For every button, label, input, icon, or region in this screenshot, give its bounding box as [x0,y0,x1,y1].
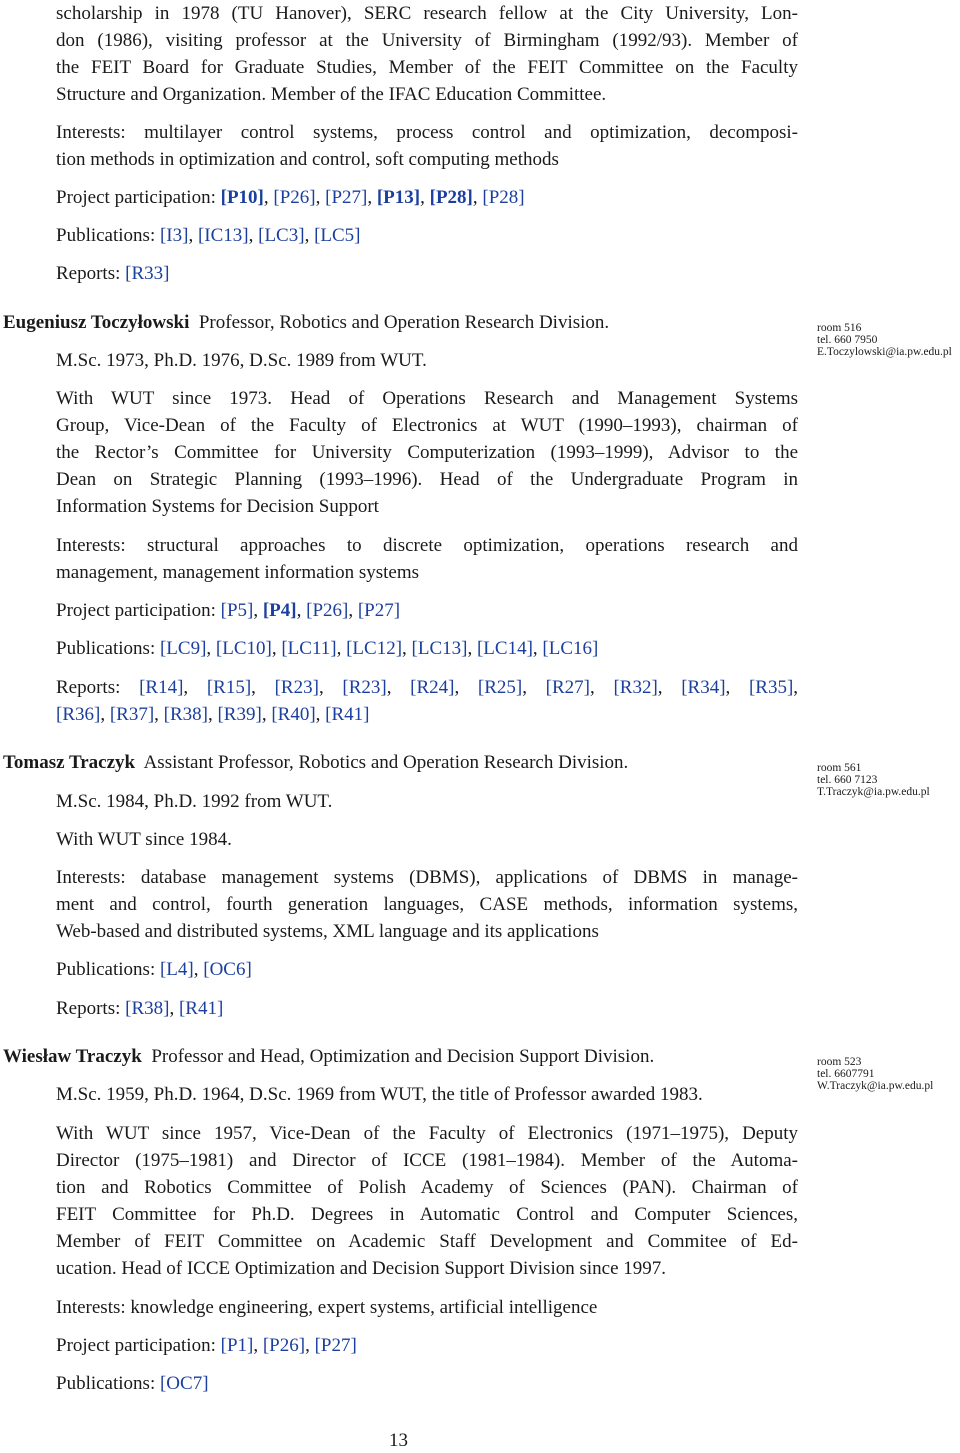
interests-line: Interests: structural approaches to discrete optimization, operations research and [56,535,798,556]
contact-tel: tel. 6607791 [817,1068,875,1080]
ref-link[interactable]: [LC5] [314,225,361,246]
bio-line: Information Systems for Decision Support [56,496,379,517]
interests-line: Web-based and distributed systems, XML language and its applications [56,921,599,942]
ref-link[interactable]: [LC14] [476,638,533,659]
publications: Publications: [I3], [IC13], [LC3], [LC5] [56,225,361,246]
ref-link[interactable]: [OC7] [159,1373,209,1394]
ref-link[interactable]: [P13] [376,187,421,208]
label: Publications: [56,959,156,980]
contact-room: room 516 [817,322,862,334]
label: Publications: [56,225,156,246]
reports: Reports: [R14], [R15], [R23], [R23], [R24], [R25], [R27], [R32], [R34], [R35], [56,677,799,698]
ref-link[interactable]: [R27] [545,677,590,698]
label: Project participation: [56,1335,216,1356]
ref-link[interactable]: [LC12] [346,638,403,659]
ref-link[interactable]: [I3] [159,225,189,246]
since: With WUT since 1984. [56,829,232,850]
ref-link[interactable]: [IC13] [197,225,249,246]
degrees: M.Sc. 1984, Ph.D. 1992 from WUT. [56,791,333,812]
reports-continued: [R36], [R37], [R38], [R39], [R40], [R41] [56,704,370,725]
person-name: Eugeniusz Toczyłowski [3,312,190,333]
person-title: Assistant Professor, Robotics and Operation Research Division. [143,752,629,773]
ref-link[interactable]: [R34] [681,677,726,698]
bio-line: don (1986), visiting professor at the University of Birmingham (1992/93). Member of [56,30,798,51]
degrees: M.Sc. 1959, Ph.D. 1964, D.Sc. 1969 from WUT, the title of Professor awarded 1983. [56,1084,703,1105]
contact-tel: tel. 660 7123 [817,774,878,786]
person-name: Wiesław Traczyk [3,1046,142,1067]
contact-tel: tel. 660 7950 [817,334,878,346]
ref-link[interactable]: [R35] [748,677,794,698]
person-heading [3,1043,654,1070]
reports: Reports: [R38], [R41] [56,998,224,1019]
bio-line: tion and Robotics Committee of Polish Academy of Sciences (PAN). Chairman of [56,1177,798,1198]
ref-link[interactable]: [R40] [271,704,316,725]
interests-line: Interests: knowledge engineering, expert systems, artificial intelligence [56,1297,598,1318]
ref-link[interactable]: [P10] [220,187,264,208]
bio-line: Director (1975–1981) and Director of ICCE (1981–1984). Member of the Automa- [56,1150,798,1171]
ref-link[interactable]: [P28] [482,187,525,208]
ref-link[interactable]: [P27] [325,187,368,208]
ref-link[interactable]: [R41] [325,704,370,725]
reports [56,260,169,287]
interests-line: tion methods in optimization and control, soft computing methods [56,149,559,170]
bio-line: the Rector’s Committee for University Computerization (1993–1999), Advisor to the [56,442,798,463]
ref-link[interactable]: [R24] [410,677,455,698]
bio-line: ucation. Head of ICCE Optimization and Decision Support Division since 1997. [56,1258,667,1279]
publications: Publications: [LC9], [LC10], [LC11], [LC12], [LC13], [LC14], [LC16] [56,638,599,659]
bio-line: FEIT Committee for Ph.D. Degrees in Automatic Control and Computer Sciences, [56,1204,798,1225]
bio-line: Structure and Organization. Member of the IFAC Education Committee. [56,84,607,105]
bio-line: the FEIT Board for Graduate Studies, Member of the FEIT Committee on the Faculty [56,57,798,78]
publications: Publications: [L4], [OC6] [56,959,252,980]
interests-line: Interests: multilayer control systems, process control and optimization, decomposi- [56,122,798,143]
bio-line: Dean on Strategic Planning (1993–1996). Head of the Undergraduate Program in [56,469,798,490]
ref-link[interactable]: [LC9] [159,638,207,659]
ref-link[interactable]: [R38] [125,998,170,1019]
ref-link[interactable]: [P1] [220,1335,254,1356]
ref-link[interactable]: [R14] [139,677,184,698]
ref-link[interactable]: [R15] [206,677,252,698]
ref-link[interactable]: [P26] [262,1335,306,1356]
label: Reports: [56,998,121,1019]
person-name: Tomasz Traczyk [3,752,136,773]
bio-line: With WUT since 1973. Head of Operations Research and Management Systems [56,388,798,409]
person-title: Professor and Head, Optimization and Decision Support Division. [151,1046,655,1067]
page-number: 13 [389,1430,408,1451]
project-participation: Project participation: [P1], [P26], [P27] [56,1335,357,1356]
label: Publications: [56,1373,156,1394]
ref-link[interactable]: [R25] [477,677,523,698]
ref-link[interactable]: [P28] [429,187,473,208]
ref-link[interactable]: [P26] [273,187,316,208]
ref-link[interactable]: [OC6] [203,959,252,980]
ref-link[interactable]: [R32] [613,677,658,698]
ref-link[interactable]: [LC13] [411,638,468,659]
label: Reports: [56,677,121,698]
ref-link[interactable]: [R39] [217,704,262,725]
ref-link[interactable]: [P27] [357,600,401,621]
interests-line: management, management information systems [56,562,420,583]
contact-email[interactable]: T.Traczyk@ia.pw.edu.pl [817,786,930,798]
bio-line: Group, Vice-Dean of the Faculty of Electronics at WUT (1990–1993), chairman of [56,415,798,436]
bio-line: Member of FEIT Committee on Academic Staff Development and Commitee of Ed- [56,1231,798,1252]
contact-room: room 523 [817,1056,862,1068]
label: Project participation: [56,187,216,208]
ref-link[interactable]: [P27] [314,1335,357,1356]
ref-link[interactable]: [LC16] [542,638,599,659]
ref-link[interactable]: [LC11] [281,638,337,659]
ref-link[interactable]: [R23] [274,677,319,698]
project-participation: Project participation: [P10], [P26], [P27], [P13], [P28], [P28] [56,187,525,208]
person-heading [3,309,609,336]
ref-link[interactable]: [LC10] [215,638,272,659]
ref-link[interactable]: [LC3] [258,225,305,246]
ref-link[interactable]: [R33] [125,263,170,284]
ref-link[interactable]: [R36] [56,704,101,725]
ref-link[interactable]: [R41] [178,998,224,1019]
ref-link[interactable]: [R38] [163,704,208,725]
interests-line: Interests: database management systems (DBMS), applications of DBMS in manage- [56,867,798,888]
person-title: Professor, Robotics and Operation Research Division. [198,312,610,333]
contact-room: room 561 [817,762,862,774]
person-heading [3,749,628,776]
label: Publications: [56,638,156,659]
ref-link[interactable]: [R37] [109,704,155,725]
contact-email[interactable]: E.Toczylowski@ia.pw.edu.pl [817,346,952,358]
label: Project participation: [56,600,216,621]
project-participation: Project participation: [P5], [P4], [P26], [P27] [56,600,401,621]
bio-line: With WUT since 1957, Vice-Dean of the Faculty of Electronics (1971–1975), Deputy [56,1123,798,1144]
label: Reports: [56,263,121,284]
degrees: M.Sc. 1973, Ph.D. 1976, D.Sc. 1989 from WUT. [56,350,427,371]
ref-link[interactable]: [P26] [306,600,349,621]
ref-link[interactable]: [P4] [262,600,297,621]
ref-link[interactable]: [P5] [220,600,254,621]
publications [56,1370,209,1397]
bio-line: scholarship in 1978 (TU Hanover), SERC research fellow at the City University, Lon- [56,3,798,24]
contact-email[interactable]: W.Traczyk@ia.pw.edu.pl [817,1080,934,1092]
ref-link[interactable]: [L4] [159,959,194,980]
interests-line: ment and control, fourth generation languages, CASE methods, information systems, [56,894,798,915]
ref-link[interactable]: [R23] [342,677,387,698]
